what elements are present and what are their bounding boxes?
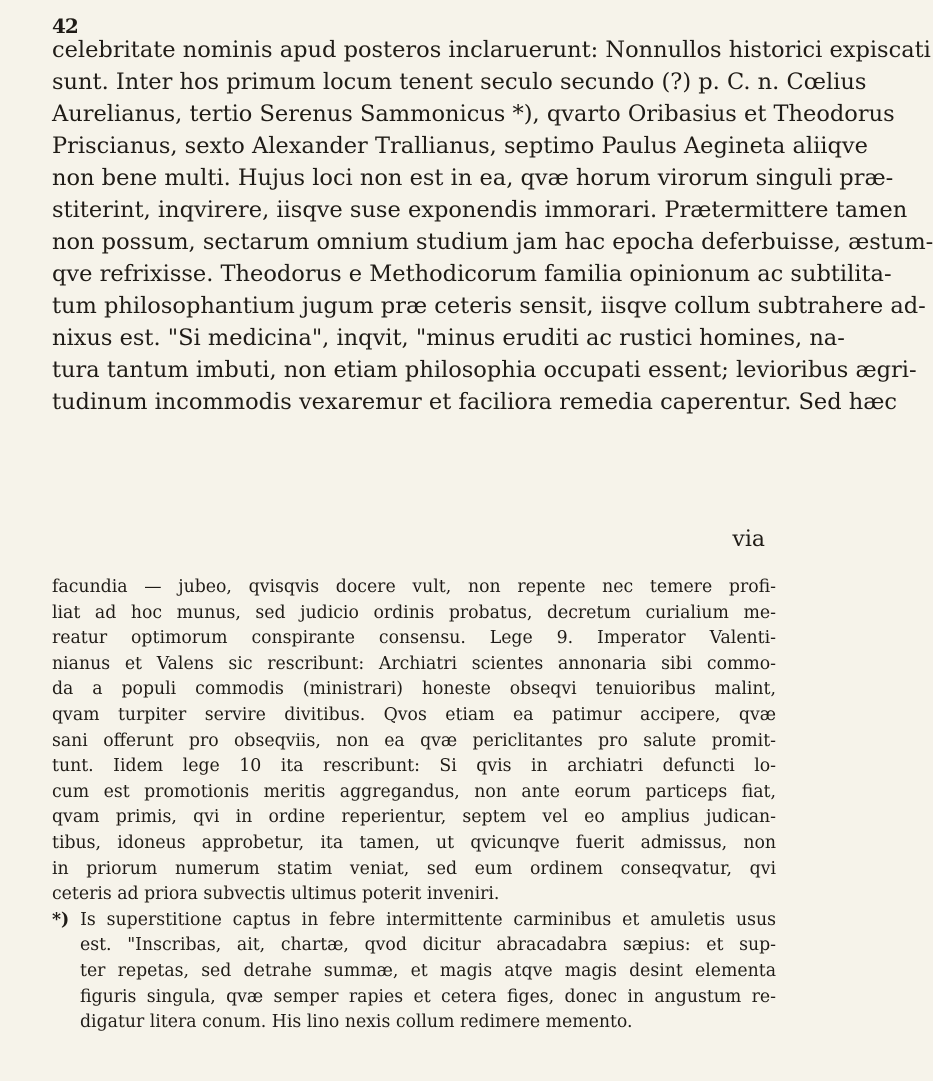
footnote-line: in priorum numerum statim veniat, sed eum ordinem conseqvatur, qvi <box>52 858 776 879</box>
footnote-line: est. "Inscribas, ait, chartæ, qvod dicitur abracadabra sæpius: et sup- <box>80 935 776 956</box>
footnote-line: ceteris ad priora subvectis ultimus poterit inveniri. <box>52 884 500 905</box>
text-line: sunt. Inter hos primum locum tenent seculo secundo (?) p. C. n. Cœlius <box>52 69 867 95</box>
footnote-line: reatur optimorum conspirante consensu. Lege 9. Imperator Valenti- <box>52 628 776 649</box>
text-line: celebritate nominis apud posteros inclaruerunt: Nonnullos historici expiscati <box>52 37 931 63</box>
catchword: via <box>732 527 765 552</box>
footnote-line: qvam turpiter servire divitibus. Qvos etiam ea patimur accipere, qvæ <box>52 704 776 725</box>
footnote-line <box>52 908 776 934</box>
footnote-line: qvam primis, qvi in ordine reperientur, septem vel eo amplius judican- <box>52 807 776 828</box>
footnote-line: ter repetas, sed detrahe summæ, et magis atqve magis desint elementa <box>80 960 776 981</box>
footnote-line: nianus et Valens sic rescribunt: Archiatri scientes annonaria sibi commo- <box>52 653 776 674</box>
text-line: non possum, sectarum omnium studium jam hac epocha deferbuisse, æstum- <box>52 229 933 255</box>
footnote-line: figuris singula, qvæ semper rapies et cetera figes, donec in angustum re- <box>80 986 776 1007</box>
footnote-line: sani offerunt pro obseqviis, non ea qvæ periclitantes pro salute promit- <box>52 730 776 751</box>
page-number: 42 <box>52 14 78 38</box>
footnote-marker: *) <box>52 909 70 930</box>
text-line: non bene multi. Hujus loci non est in ea, qvæ horum virorum singuli præ- <box>52 165 894 191</box>
footnote-line: tunt. Iidem lege 10 ita rescribunt: Si qvis in archiatri defuncti lo- <box>52 756 776 777</box>
footnote-line: da a populi commodis (ministrari) honeste obseqvi tenuioribus malint, <box>52 679 776 700</box>
continued-footnote <box>52 575 776 1036</box>
footnote-star <box>52 908 776 1036</box>
text-line: tum philosophantium jugum præ ceteris sensit, iisqve collum subtrahere ad- <box>52 293 926 319</box>
text-line: nixus est. "Si medicina", inqvit, "minus eruditi ac rustici homines, na- <box>52 325 845 351</box>
text-line: tudinum incommodis vexaremur et faciliora remedia caperentur. Sed hæc <box>52 389 898 415</box>
text-line: stiterint, inqvirere, iisqve suse exponendis immorari. Prætermittere tamen <box>52 197 908 223</box>
footnote-line: cum est promotionis meritis aggregandus, non ante eorum particeps fiat, <box>52 781 776 802</box>
footnote-line: tibus, idoneus approbetur, ita tamen, ut qvicunqve fuerit admissus, non <box>52 832 776 853</box>
footnote-line: liat ad hoc munus, sed judicio ordinis probatus, decretum curialium me- <box>52 602 776 623</box>
footnote-line: digatur litera conum. His lino nexis collum redimere memento. <box>80 1012 633 1033</box>
text-line: Aurelianus, tertio Serenus Sammonicus *), qvarto Oribasius et Theodorus <box>52 101 895 127</box>
footnote-text: Is superstitione captus in febre intermittente carminibus et amuletis usus <box>80 909 777 930</box>
footnote-line: facundia — jubeo, qvisqvis docere vult, non repente nec temere profi- <box>52 577 776 597</box>
main-text <box>52 34 933 418</box>
text-line: Priscianus, sexto Alexander Trallianus, septimo Paulus Aegineta aliiqve <box>52 133 868 159</box>
text-line: qve refrixisse. Theodorus e Methodicorum familia opinionum ac subtilita- <box>52 261 892 287</box>
text-line: tura tantum imbuti, non etiam philosophia occupati essent; levioribus ægri- <box>52 357 917 383</box>
